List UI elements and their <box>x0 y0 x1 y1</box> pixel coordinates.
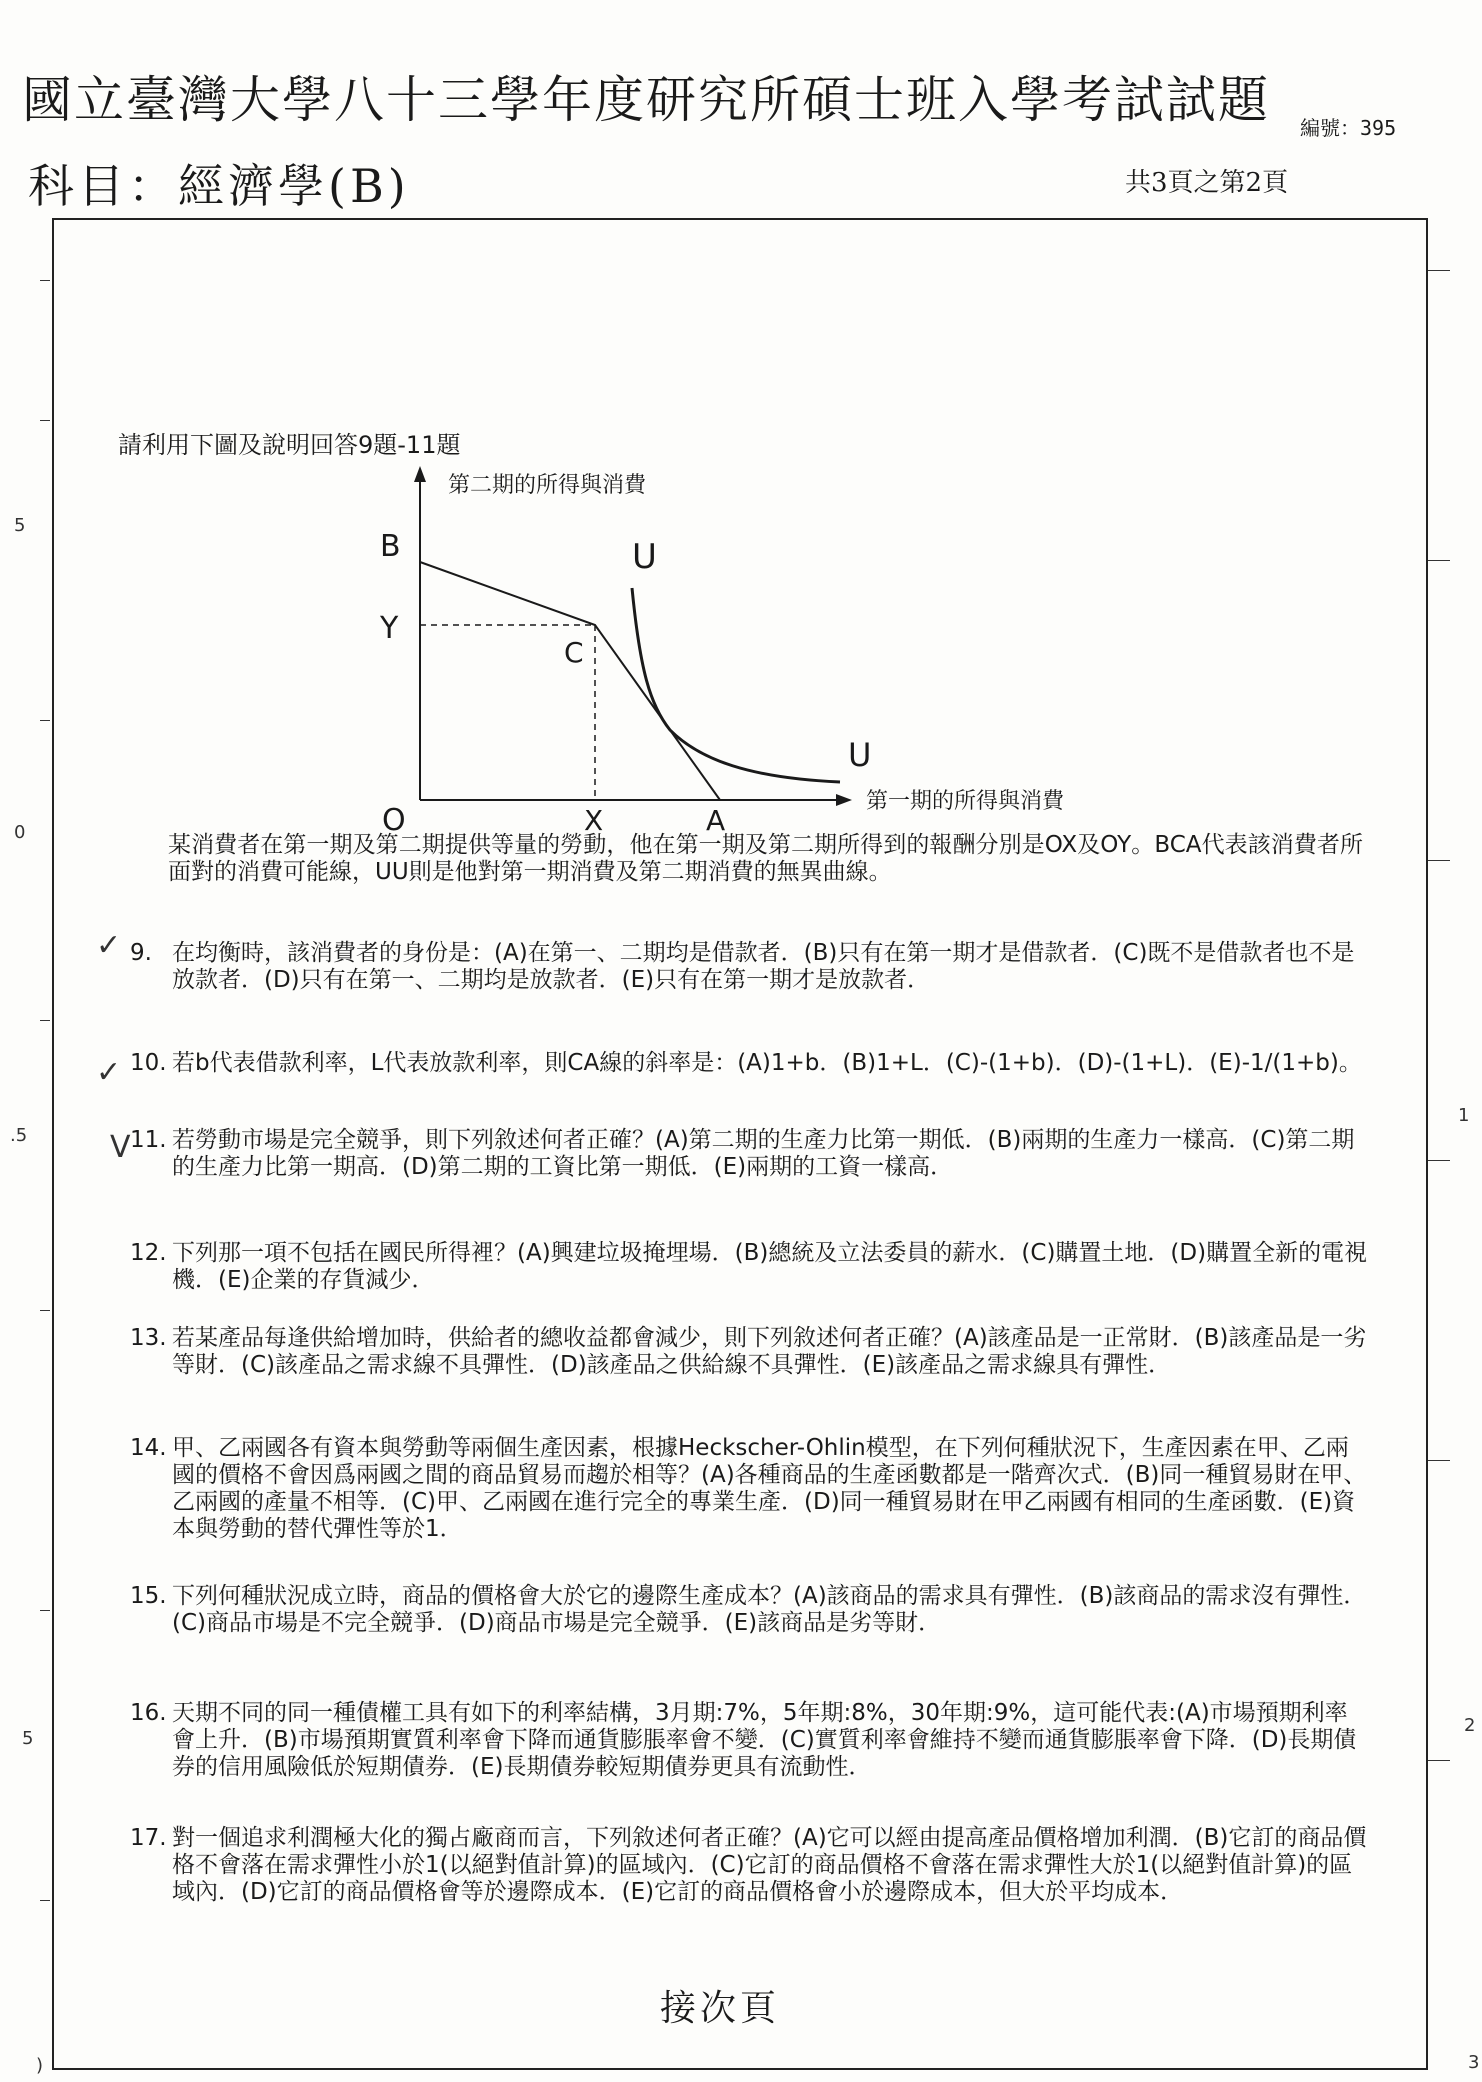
question-number: 17. <box>130 1825 167 1851</box>
checkmark: V <box>110 1130 131 1165</box>
x-axis-arrow <box>836 794 852 806</box>
question-number: 10. <box>130 1050 167 1076</box>
question-text: 若b代表借款利率，L代表放款利率，則CA線的斜率是：(A)1+b．(B)1+L．(C)-(1+b)．(D)-(1+L)．(E)-1/(1+b)。 <box>172 1050 1362 1076</box>
margin-mark: 0 <box>14 822 26 843</box>
ruler-tick <box>40 1900 50 1901</box>
y-axis-arrow <box>414 466 426 482</box>
checkmark: ✓ <box>96 1055 122 1090</box>
question-number: 11. <box>130 1127 167 1153</box>
label-y: Y <box>380 611 399 646</box>
question-item <box>130 1583 1370 1637</box>
question-number: 12. <box>130 1240 167 1266</box>
question-item <box>130 1435 1370 1543</box>
margin-mark: ) <box>36 2055 44 2076</box>
continue-note: 接次頁 <box>660 1988 781 2029</box>
label-o: O <box>382 803 406 838</box>
ruler-tick <box>40 1310 50 1311</box>
label-c: C <box>564 636 584 669</box>
page-info: 共3頁之第2頁 <box>1125 168 1289 198</box>
question-item <box>130 1240 1370 1294</box>
subject-line: 科目：經濟學(B) <box>28 159 410 213</box>
budget-line-bca <box>420 562 720 800</box>
ruler-tick <box>1428 1160 1450 1161</box>
label-a: A <box>706 804 726 837</box>
question-text: 若勞動市場是完全競爭，則下列敘述何者正確？(A)第二期的生產力比第一期低．(B)兩期的生產力一樣高．(C)第二期的生產力比第一期高．(D)第二期的工資比第一期低．(E)兩期的工資一樣高． <box>172 1127 1355 1180</box>
question-number: 15. <box>130 1583 167 1609</box>
ruler-tick <box>40 1610 50 1611</box>
checkmark: ✓ <box>96 928 122 963</box>
question-text: 甲、乙兩國各有資本與勞動等兩個生產因素，根據Heckscher-Ohlin模型，在下列何種狀況下，生產因素在甲、乙兩國的價格不會因爲兩國之間的商品貿易而趨於相等？(A)各種商品的生產函數都是一階齊次式．(B)同一種貿易財在甲、乙兩國的產量不相等．(C)甲、乙兩國在進行完全的專業生產．(D)同一種貿易財在甲乙兩國有相同的生產函數．(E)資本與勞動的替代彈性等於1． <box>172 1435 1367 1542</box>
question-item <box>130 1825 1370 1906</box>
ruler-tick <box>40 280 50 281</box>
question-item <box>130 1700 1370 1781</box>
ruler-tick <box>1428 560 1450 561</box>
exam-title: 國立臺灣大學八十三學年度研究所碩士班入學考試試題 <box>22 71 1270 129</box>
ruler-tick <box>1428 1760 1450 1761</box>
question-text: 對一個追求利潤極大化的獨占廠商而言，下列敘述何者正確？(A)它可以經由提高產品價格增加利潤．(B)它訂的商品價格不會落在需求彈性小於1(以絕對值計算)的區域內．(C)它訂的商品價格不會落在需求彈性大於1(以絕對值計算)的區域內．(D)它訂的商品價格會等於邊際成本．(E)它訂的商品價格會小於邊際成本，但大於平均成本． <box>172 1825 1367 1905</box>
margin-mark: .5 <box>10 1125 28 1146</box>
question-text: 在均衡時，該消費者的身份是：(A)在第一、二期均是借款者．(B)只有在第一期才是借款者．(C)既不是借款者也不是放款者．(D)只有在第一、二期均是放款者．(E)只有在第一期才是放款者． <box>172 940 1355 993</box>
ruler-tick <box>1428 860 1450 861</box>
margin-mark: 3 <box>1468 2052 1480 2073</box>
question-text: 下列那一項不包括在國民所得裡？(A)興建垃圾掩埋場．(B)總統及立法委員的薪水．(C)購置土地．(D)購置全新的電視機．(E)企業的存貨減少． <box>172 1240 1368 1293</box>
margin-mark: 5 <box>14 515 26 536</box>
question-text: 下列何種狀況成立時，商品的價格會大於它的邊際生產成本？(A)該商品的需求具有彈性．(B)該商品的需求沒有彈性．(C)商品市場是不完全競爭．(D)商品市場是完全競爭．(E)該商品是劣等財． <box>172 1583 1367 1636</box>
question-text: 天期不同的同一種債權工具有如下的利率結構，3月期:7%，5年期:8%，30年期:9%，這可能代表:(A)市場預期利率會上升．(B)市場預期實質利率會下降而通貨膨脹率會不變．(C)實質利率會維持不變而通貨膨脹率會下降．(D)長期債券的信用風險低於短期債券．(E)長期債券較短期債券更具有流動性． <box>172 1700 1357 1780</box>
ruler-tick <box>40 1020 50 1021</box>
instructions: 請利用下圖及說明回答9題-11題 <box>118 431 461 459</box>
label-u-top: U <box>632 537 657 577</box>
ruler-tick <box>40 720 50 721</box>
question-item <box>130 1325 1370 1379</box>
margin-mark: 2 <box>1464 1715 1476 1736</box>
question-item <box>130 1050 1370 1077</box>
ruler-tick <box>40 420 50 421</box>
question-text: 若某產品每逢供給增加時，供給者的總收益都會減少，則下列敘述何者正確？(A)該產品是一正常財．(B)該產品是一劣等財．(C)該產品之需求線不具彈性．(D)該產品之供給線不具彈性．(E)該產品之需求線具有彈性． <box>172 1325 1367 1378</box>
indifference-curve-uu <box>632 588 840 782</box>
label-x: X <box>584 804 604 837</box>
question-item <box>130 1127 1370 1181</box>
question-number: 13. <box>130 1325 167 1351</box>
label-b: B <box>380 529 401 564</box>
question-number: 14. <box>130 1435 167 1461</box>
margin-mark: 5 <box>22 1728 34 1749</box>
graph-x-label: 第一期的所得與消費 <box>866 789 1065 814</box>
margin-mark: 1 <box>1458 1105 1470 1126</box>
label-u-right: U <box>848 736 872 774</box>
question-item <box>130 940 1370 994</box>
question-number: 9. <box>130 940 152 966</box>
graph-y-label: 第二期的所得與消費 <box>448 473 647 498</box>
question-number: 16. <box>130 1700 167 1726</box>
exam-code: 編號：395 <box>1300 116 1397 140</box>
ruler-tick <box>1428 1460 1450 1461</box>
scenario-text: 某消費者在第一期及第二期提供等量的勞動，他在第一期及第二期所得到的報酬分別是OX及OY。BCA代表該消費者所面對的消費可能線，UU則是他對第一期消費及第二期消費的無異曲線。 <box>168 832 1363 885</box>
ruler-tick <box>1428 270 1450 271</box>
consumption-diagram <box>370 460 1170 838</box>
